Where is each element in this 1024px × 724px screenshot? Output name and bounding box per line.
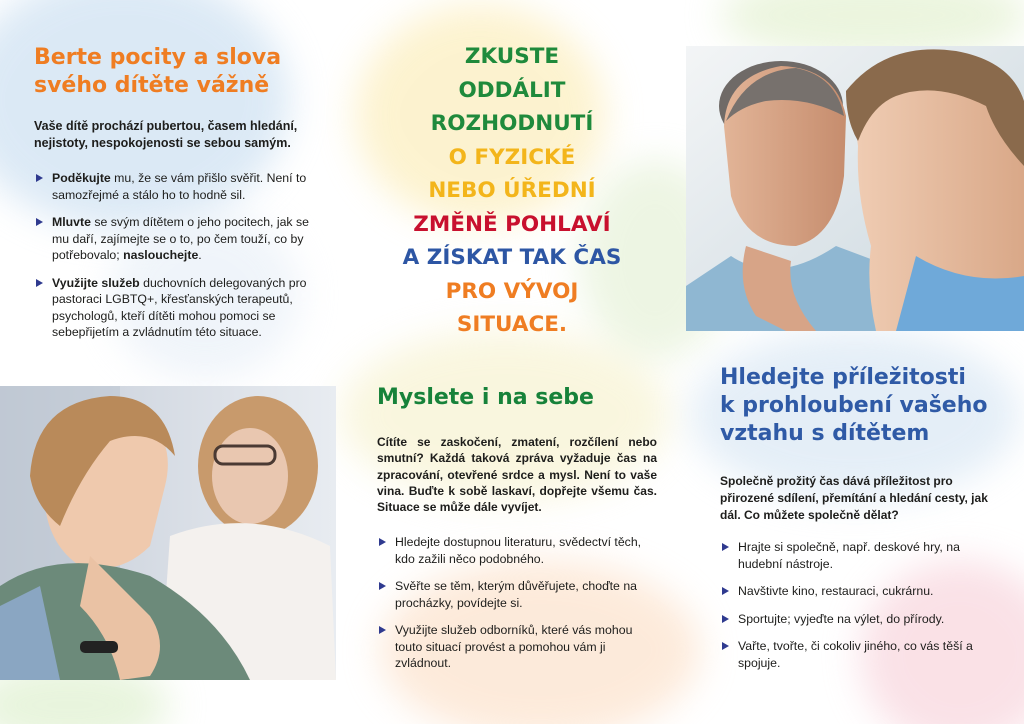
- slogan-line: ODDÁLIT: [458, 77, 566, 103]
- right-heading: Hledejte příležitosti k prohloubení vašeho vztahu s dítětem: [720, 365, 988, 446]
- slogan-line: ZMĚNĚ POHLAVÍ: [413, 211, 611, 237]
- bullet-arrow-icon: [722, 615, 729, 623]
- left-tips-list: [34, 170, 319, 352]
- list-item: Hrajte si společně, např. deskové hry, na hudební nástroje.: [720, 539, 1005, 572]
- slogan-line: ROZHODNUTÍ: [430, 111, 594, 136]
- right-intro: Společně prožitý čas dává příležitost pro přirozené sdílení, přemítání a hledání cesty, jak dál. Co můžete společně dělat?: [720, 474, 988, 522]
- slogan-line: SITUACE.: [456, 312, 568, 337]
- bullet-arrow-icon: [36, 174, 43, 182]
- bullet-arrow-icon: [36, 218, 43, 226]
- bullet-arrow-icon: [722, 587, 729, 595]
- left-intro: Vaše dítě prochází pubertou, časem hledání, nejistoty, nespokojenosti se sebou samým.: [34, 119, 298, 150]
- center-intro: Cítíte se zaskočení, zmatení, rozčílení nebo smutní? Každá taková zpráva vyžaduje čas na zpracování, otevřené srdce a mysl. Není to vaše vina. Buďte k sobě laskaví, dopřejte všemu čas. Situace se může dále vyvíjet.: [377, 435, 657, 515]
- list-item: Navštivte kino, restauraci, cukrárnu.: [720, 583, 1005, 600]
- slogan-line: A ZÍSKAT TAK ČAS: [402, 245, 622, 270]
- father-son-photo: [686, 46, 1024, 331]
- list-item: Hledejte dostupnou literaturu, svědectví těch, kdo zažili něco podobného.: [377, 534, 662, 567]
- slogan-line: PRO VÝVOJ: [445, 278, 579, 304]
- bullet-arrow-icon: [379, 626, 386, 634]
- right-tips-list: [720, 539, 1005, 682]
- list-item: Využijte služeb duchovních delegovaných pro pastoraci LGBTQ+, křesťanských terapeutů, psychologů, kteří dítěti mohou pomoci se sebepřijetím a zvládnutím této situace.: [34, 275, 319, 341]
- list-item: Sportujte; vyjeďte na výlet, do přírody.: [720, 611, 1005, 628]
- list-item: Využijte služeb odborníků, které vás mohou touto situací provést a pomohou vám ji zvládnout.: [377, 622, 662, 672]
- slogan-line: NEBO ÚŘEDNÍ: [428, 178, 596, 203]
- left-heading: Berte pocity a slova svého dítěte vážně: [34, 45, 282, 98]
- slogan: [362, 40, 662, 342]
- teen-mother-photo: [0, 386, 336, 680]
- list-item: Svěřte se těm, kterým důvěřujete, choďte na procházky, povídejte si.: [377, 578, 662, 611]
- slogan-line: ZKUSTE: [464, 44, 560, 69]
- center-tips-list: [377, 534, 662, 683]
- center-heading: Myslete i na sebe: [377, 385, 594, 410]
- list-item: Vařte, tvořte, či cokoliv jiného, co vás těší a spojuje.: [720, 638, 1005, 671]
- bullet-arrow-icon: [36, 279, 43, 287]
- bullet-arrow-icon: [379, 582, 386, 590]
- bullet-arrow-icon: [722, 543, 729, 551]
- list-item: Mluvte se svým dítětem o jeho pocitech, jak se mu daří, zajímejte se o to, po čem touží, co by potřebovalo; naslouchejte.: [34, 214, 319, 264]
- bullet-arrow-icon: [379, 538, 386, 546]
- slogan-line: O FYZICKÉ: [448, 144, 576, 170]
- list-item: Poděkujte mu, že se vám přišlo svěřit. Není to samozřejmé a stálo ho to hodně sil.: [34, 170, 319, 203]
- bullet-arrow-icon: [722, 642, 729, 650]
